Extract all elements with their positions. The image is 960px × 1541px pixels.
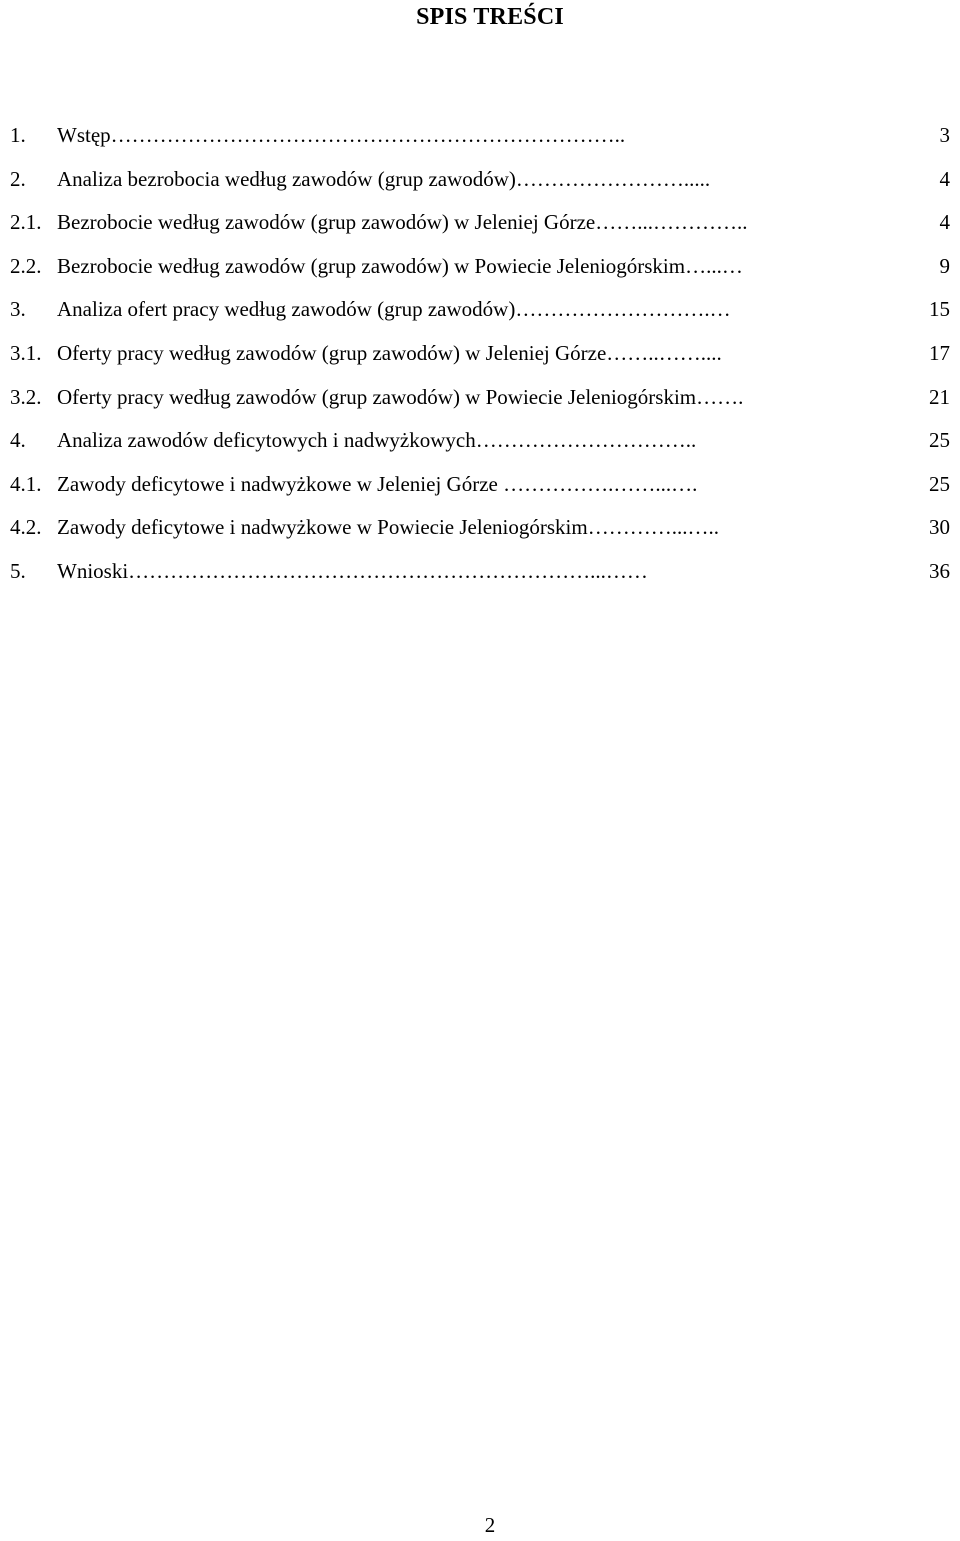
- toc-entry-title: Wnioski…………………………………………………………...……: [57, 558, 648, 583]
- toc-entry-title: Bezrobocie według zawodów (grup zawodów) w Powiecie Jeleniogórskim…...…: [57, 253, 743, 278]
- toc-entry-page: 4: [939, 210, 950, 235]
- toc-entry-page: 25: [929, 471, 950, 496]
- toc-entry[interactable]: [0, 201, 960, 245]
- toc-entry-number: 2.: [10, 166, 26, 191]
- toc-entry-number: 3.1.: [10, 340, 42, 365]
- toc-entry-title: Analiza bezrobocia według zawodów (grup zawodów)…………………….....: [57, 166, 711, 191]
- toc-entry-page: 21: [929, 384, 950, 409]
- toc-entry-page: 17: [929, 340, 950, 365]
- toc-entry-title: Zawody deficytowe i nadwyżkowe w Powiecie Jeleniogórskim…………...…..: [57, 515, 719, 540]
- page-title: SPIS TREŚCI: [416, 4, 564, 30]
- toc-entry-title: Analiza ofert pracy według zawodów (grup zawodów)……………………….…: [57, 297, 731, 322]
- toc-entry-page: 36: [929, 558, 950, 583]
- toc-entry[interactable]: [0, 506, 960, 550]
- toc-entry-page: 30: [929, 515, 950, 540]
- toc-entry-page: 9: [939, 253, 950, 278]
- toc-entry-number: 4.1.: [10, 471, 42, 496]
- toc-entry-title: Bezrobocie według zawodów (grup zawodów) w Jeleniej Górze……...…………..: [57, 210, 748, 235]
- toc-entry-page: 3: [939, 123, 950, 147]
- toc-entry[interactable]: [0, 376, 960, 420]
- toc-entry-title: Oferty pracy według zawodów (grup zawodów) w Jeleniej Górze……..……....: [57, 340, 722, 365]
- toc-entry-number: 4.2.: [10, 515, 42, 540]
- toc-entry[interactable]: [0, 114, 960, 158]
- toc-entry-number: 3.2.: [10, 384, 42, 409]
- toc-entry-page: 15: [929, 297, 950, 322]
- toc-entry-number: 2.2.: [10, 253, 42, 278]
- toc-entry-title: Analiza zawodów deficytowych i nadwyżkowych…………………………..: [57, 428, 697, 453]
- toc-entry[interactable]: [0, 550, 960, 594]
- toc-entry[interactable]: [0, 419, 960, 463]
- toc-entry-title: Wstęp………………………………………………………………..: [57, 123, 626, 147]
- toc-entry-number: 1.: [10, 123, 26, 147]
- toc-entry[interactable]: [0, 463, 960, 507]
- toc-entry-title: Oferty pracy według zawodów (grup zawodów) w Powiecie Jeleniogórskim…….: [57, 384, 744, 409]
- toc-entry-number: 5.: [10, 558, 26, 583]
- toc-entry-title: Zawody deficytowe i nadwyżkowe w Jeleniej Górze …………….……...….: [57, 471, 698, 496]
- table-of-contents: [0, 114, 960, 594]
- page-number: 2: [484, 1513, 496, 1537]
- toc-entry[interactable]: [0, 332, 960, 376]
- toc-entry-number: 3.: [10, 297, 26, 322]
- toc-entry[interactable]: [0, 245, 960, 289]
- toc-entry-number: 4.: [10, 428, 26, 453]
- toc-entry-number: 2.1.: [10, 210, 42, 235]
- toc-entry[interactable]: [0, 158, 960, 202]
- toc-entry-page: 4: [939, 166, 950, 191]
- toc-entry-page: 25: [929, 428, 950, 453]
- toc-entry[interactable]: [0, 288, 960, 332]
